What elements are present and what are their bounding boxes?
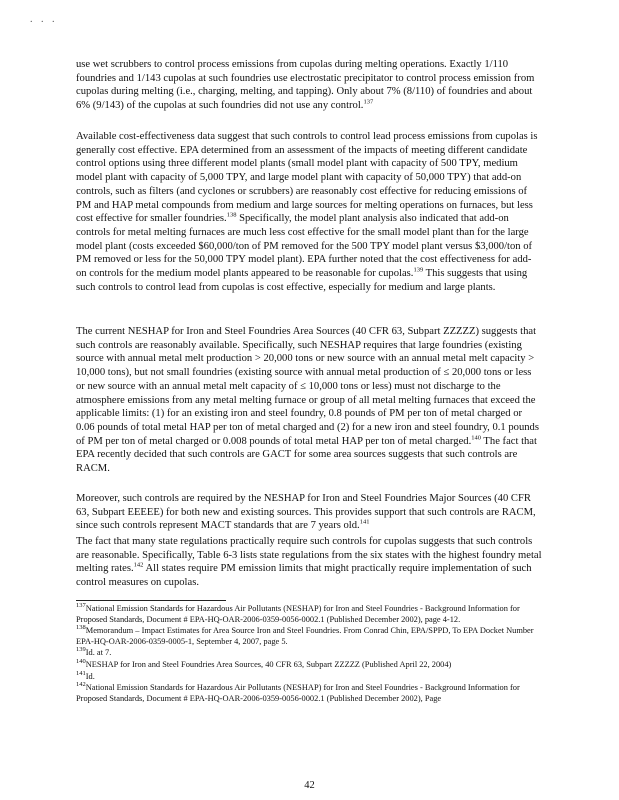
footnote (76, 604, 542, 625)
footnote-number: 138 (76, 624, 86, 632)
footnotes (76, 604, 542, 705)
footnote-ref: 140 (471, 434, 481, 442)
footnote-ref: 139 (413, 266, 424, 274)
footnote-ref: 137 (363, 98, 374, 106)
footnote-text: Id. at 7. (85, 648, 112, 658)
paragraph-major-source-neshap (76, 492, 542, 533)
footnote (76, 648, 542, 659)
footnote-text: NESHAP for Iron and Steel Foundries Area Sources, 40 CFR 63, Subpart ZZZZZ (Published April 22, 2004) (85, 659, 452, 669)
footnote-text: Memorandum – Impact Estimates for Area Source Iron and Steel Foundries. From Conrad Chin, EPA/SPPD, To EPA Docket Number EPA-HQ-OAR-2006-0359-0005-1, September 4, 2007, page 5. (76, 626, 534, 646)
footnote-number: 140 (76, 658, 86, 666)
paragraph-text: Available cost-effectiveness data suggest that such controls to control lead process emissions from cupolas is generally cost effective. EPA determined from an assessment of the impacts of meeting different candidate control options using three different model plants (small model plant with capacity of 500 TPY, medium model plant with capacity of 5,000 TPY, and large model plant with capacity of 50,000 TPY) that add-on controls, such as filters (and cyclones or scrubbers) are reasonably cost effective for reducing emissions of PM and HAP metal compounds from medium and large sources for melting operations on furnaces, but less cost effective for smaller foundries. (76, 131, 538, 225)
footnote-text: Id. (85, 671, 95, 681)
footnote (76, 683, 542, 704)
paragraph-text: The fact that many state regulations practically require such controls for cupolas suggests that such controls are reasonable. Specifically, Table 6-3 lists state regulations from the six states with the highest foundry metal melting rates. (76, 536, 542, 575)
scan-marks: . . . (30, 14, 58, 25)
page-number: 42 (304, 780, 315, 791)
paragraph-text: This suggests that using such controls to control lead from cupolas is cost effective, especially for medium and large plants. (76, 268, 528, 293)
paragraph-area-source-neshap (76, 325, 542, 476)
paragraph-text: Specifically, the model plant analysis also indicated that add-on controls for metal melting furnaces are much less cost effective for the small model plant than for the large model plant (costs exceeded $60,000/ton of PM removed for the 500 TPY model plant versus $3,000/ton of PM removed or less for the 50,000 TPY model plant). EPA further noted that the cost effectiveness for add-on controls for the medium model plants appeared to be reasonable for cupolas. (76, 213, 533, 280)
paragraph-text: Moreover, such controls are required by the NESHAP for Iron and Steel Foundries Major Sources (40 CFR 63, Subpart EEEEE) for both new and existing sources. This provides support that such controls are RACM, since such controls represent MACT standards that are 7 years old. (76, 493, 536, 532)
paragraph-text: The current NESHAP for Iron and Steel Foundries Area Sources (40 CFR 63, Subpart ZZZZZ) suggests that such controls are reasonably available. Specifically, such NESHAP requires that large foundries (existing source with annual metal melt production > 20,000 tons or new source with an annual metal melt capacity > 10,000 tons), but not small foundries (existing source with annual metal production of ≤ 20,000 tons or less or new source with an annual metal melt capacity of ≤ 10,000 tons or less) must not discharge to the atmosphere emissions from any metal melting furnace or group of all metal melting furnaces that exceed the applicable limits: (1) for an existing iron and steel foundry, 0.8 pounds of PM per ton of metal charged or 0.06 pounds of total metal HAP per ton of metal charged and (2) for a new iron and steel foundry, 0.1 pounds of PM per ton of metal charged or 0.008 pounds of total metal HAP per ton of metal charged. (76, 326, 539, 447)
footnote (76, 626, 542, 647)
footnote (76, 669, 542, 683)
footnote-divider (76, 600, 226, 601)
paragraph-text: All states require PM emission limits that might practically require implementation of such control measures on cupolas. (76, 563, 532, 589)
footnote-ref: 138 (226, 211, 237, 219)
paragraph-cost-effectiveness (76, 130, 542, 294)
footnote-number: 141 (76, 669, 86, 677)
paragraph-text: The fact that EPA recently decided that such controls are GACT for some area sources suggests that such controls are RACM. (76, 435, 537, 475)
footnote-number: 142 (76, 681, 86, 689)
footnote (76, 660, 542, 671)
paragraph-state-regulations (76, 535, 542, 590)
footnote-number: 137 (76, 602, 86, 610)
paragraph-cupola-controls (76, 58, 542, 113)
footnote-number: 139 (76, 646, 86, 654)
footnote-ref: 142 (133, 561, 144, 569)
footnote-text: National Emission Standards for Hazardous Air Pollutants (NESHAP) for Iron and Steel Foundries - Background Information for Proposed Standards, Document # EPA-HQ-OAR-2006-0359-0056-0002.1 (Published December 2002), page 4-12. (76, 604, 520, 624)
footnote-text: National Emission Standards for Hazardous Air Pollutants (NESHAP) for Iron and Steel Foundries - Background Information for Proposed Standards, Document # EPA-HQ-OAR-2006-0359-0056-0002.1 (Published December 2002), Page (76, 683, 520, 703)
paragraph-text: use wet scrubbers to control process emissions from cupolas during melting operations. Exactly 1/110 foundries and 1/143 cupolas at such foundries use electrostatic precipitator to control process emission from cupolas during melting (i.e., charging, melting, and tapping). Only about 7% (8/110) of foundries and about 6% (9/143) of the cupolas at such foundries did not use any control. (76, 59, 535, 112)
footnote-ref: 141 (359, 518, 370, 526)
